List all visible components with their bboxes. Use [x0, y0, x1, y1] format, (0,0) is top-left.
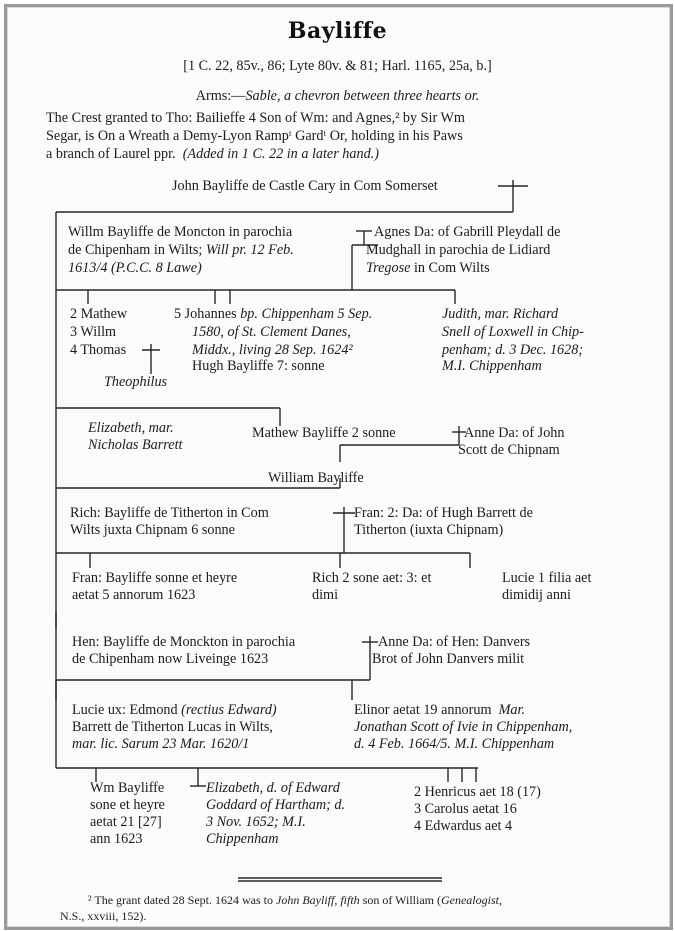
- lucie-ux-rectius: (rectius Edward): [181, 702, 277, 718]
- elizabeth-goddard-line-4: Chippenham: [206, 831, 279, 847]
- arms-blazon: Sable, a chevron between three hearts or.: [245, 88, 480, 104]
- mathew-2: 2 Mathew: [70, 306, 128, 322]
- judith-line-2: Snell of Loxwell in Chip-: [442, 324, 584, 340]
- wm-line-2: sone et heyre: [90, 797, 165, 813]
- hen-line-2: de Chipenham now Liveinge 1623: [72, 651, 269, 667]
- willm-will: Will pr. 12 Feb.: [205, 242, 294, 258]
- theophilus: Theophilus: [104, 374, 168, 390]
- references: [1 C. 22, 85v., 86; Lyte 80v. & 81; Harl. 1165, 25a, b.]: [183, 58, 492, 74]
- johannes-line-2: 1580, of St. Clement Danes,: [192, 324, 351, 340]
- elizabeth-goddard-line-3: 3 Nov. 1652; M.I.: [206, 814, 306, 830]
- crest-note: (Added in 1 C. 22 in a later hand.): [182, 146, 379, 162]
- judith-line-1: Judith, mar. Richard: [442, 306, 559, 322]
- arms-prefix: Arms:—: [195, 88, 246, 104]
- anne-scott-line-2: Scott de Chipnam: [458, 442, 560, 458]
- thomas-4: 4 Thomas: [70, 342, 127, 358]
- fran-barrett-line-2: Titherton (iuxta Chipnam): [354, 522, 504, 538]
- fran-barrett-line-1: Fran: 2: Da: of Hugh Barrett de: [354, 505, 533, 521]
- wm-line-4: ann 1623: [90, 831, 143, 847]
- crest-line-1: The Crest granted to Tho: Bailieffe 4 Son of Wm: and Agnes,² by Sir Wm: [46, 110, 465, 126]
- rich-line-1: Rich: Bayliffe de Titherton in Com: [70, 505, 269, 521]
- rich-2-line-1: Rich 2 sone aet: 3: et: [312, 570, 432, 586]
- judith-line-4: M.I. Chippenham: [442, 358, 542, 374]
- elizabeth-line-2: Nicholas Barrett: [88, 437, 183, 453]
- lucie-ux-line-3: mar. lic. Sarum 23 Mar. 1620/1: [72, 736, 250, 752]
- mathew-bayliffe: Mathew Bayliffe 2 sonne: [252, 425, 396, 441]
- elinor-name: Elinor aetat 19 annorum: [354, 702, 492, 718]
- wm-line-3: aetat 21 [27]: [90, 814, 162, 830]
- lucie-1-line-2: dimidij anni: [502, 587, 571, 603]
- agnes-tregose: Tregose: [366, 260, 411, 276]
- footnote-line-1: [88, 892, 502, 908]
- rich-line-2: Wilts juxta Chipnam 6 sonne: [70, 522, 235, 538]
- willm-line-3: 1613/4 (P.C.C. 8 Lawe): [68, 260, 202, 276]
- elinor-line-2: Jonathan Scott of Ivie in Chippenham,: [354, 719, 573, 735]
- crest-line-2: Segar, is On a Wreath a Demy-Lyon Rampᵗ Gardᵗ Or, holding in his Paws: [46, 128, 463, 144]
- footnote-a: ² The grant dated 28 Sept. 1624 was to: [88, 893, 274, 907]
- agnes-line-3b: in Com Wilts: [413, 260, 490, 276]
- footnote-d: son of William (: [362, 893, 441, 907]
- johannes-bp: bp. Chippenham 5 Sep.: [240, 306, 373, 322]
- hen-line-1: Hen: Bayliffe de Monckton in parochia: [72, 634, 296, 650]
- johannes-line-3: Middx., living 28 Sep. 1624²: [192, 342, 353, 358]
- agnes-line-2: Mudghall in parochia de Lidiard: [366, 242, 551, 258]
- elinor-mar: Mar.: [498, 702, 525, 718]
- henricus: 2 Henricus aet 18 (17): [414, 784, 541, 800]
- agnes-line-1: Agnes Da: of Gabrill Pleydall de: [374, 224, 561, 240]
- footnote-line-2: N.S., xxviii, 152).: [60, 909, 147, 923]
- elinor-line-1: [354, 702, 525, 718]
- johannes-line-1: [174, 306, 372, 322]
- crest-line-3: [46, 146, 379, 162]
- johannes-name: 5 Johannes: [174, 306, 237, 322]
- rich-2-line-2: dimi: [312, 587, 339, 603]
- willm-3: 3 Willm: [70, 324, 117, 340]
- footnote-genealogist: Genealogist,: [440, 893, 502, 907]
- wm-line-1: Wm Bayliffe: [90, 780, 165, 796]
- anne-danvers-line-1: Anne Da: of Hen: Danvers: [378, 634, 531, 650]
- elinor-line-3: d. 4 Feb. 1664/5. M.I. Chippenham: [354, 736, 555, 752]
- fran-bayliffe-line-1: Fran: Bayliffe sonne et heyre: [72, 570, 238, 586]
- footnote-fifth: fifth: [340, 893, 360, 907]
- edwardus: 4 Edwardus aet 4: [414, 818, 513, 834]
- elizabeth-goddard-line-1: Elizabeth, d. of Edward: [206, 780, 340, 796]
- john-bayliffe: John Bayliffe de Castle Cary in Com Somerset: [172, 178, 438, 194]
- agnes-line-3: [366, 260, 490, 276]
- footnote-john: John Bayliff,: [276, 893, 338, 907]
- lucie-ux-line-1: [72, 702, 277, 718]
- arms-line: [0, 88, 675, 104]
- lucie-ux-name: Lucie ux: Edmond: [72, 702, 178, 718]
- fran-bayliffe-line-2: aetat 5 annorum 1623: [72, 587, 196, 603]
- anne-danvers-line-2: Brot of John Danvers milit: [372, 651, 525, 667]
- willm-line-2: [68, 242, 294, 258]
- william-bayliffe: William Bayliffe: [268, 470, 364, 486]
- elizabeth-goddard-line-2: Goddard of Hartham; d.: [206, 797, 345, 813]
- anne-scott-line-1: Anne Da: of John: [464, 425, 565, 441]
- lucie-ux-line-2: Barrett de Titherton Lucas in Wilts,: [72, 719, 273, 735]
- willm-line-2a: de Chipenham in Wilts;: [68, 242, 203, 258]
- judith-line-3: penham; d. 3 Dec. 1628;: [442, 342, 584, 358]
- page-title: Bayliffe: [287, 18, 388, 44]
- carolus: 3 Carolus aetat 16: [414, 801, 517, 817]
- elizabeth-line-1: Elizabeth, mar.: [88, 420, 174, 436]
- lucie-1-line-1: Lucie 1 filia aet: [502, 570, 592, 586]
- hugh-bayliffe: Hugh Bayliffe 7: sonne: [192, 358, 325, 374]
- willm-line-1: Willm Bayliffe de Moncton in parochia: [68, 224, 293, 240]
- crest-line-3a: a branch of Laurel ppr.: [46, 146, 176, 162]
